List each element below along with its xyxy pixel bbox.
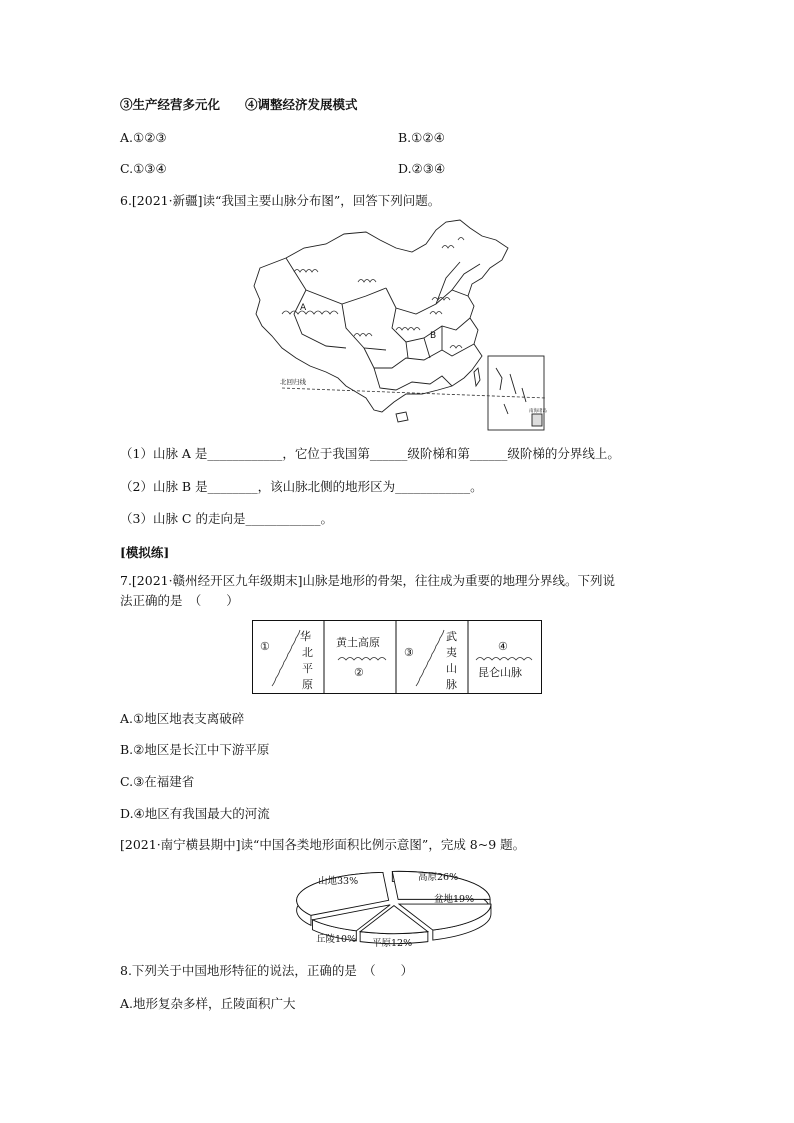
q7-terrain-table: [252, 620, 542, 694]
q6-stem: 6.[2021·新疆]读“我国主要山脉分布图”，回答下列问题。: [120, 193, 441, 208]
q6-sub2: （2）山脉 B 是________，该山脉北侧的地形区为____________。: [120, 479, 483, 494]
q7-stem-line1: 7.[2021·赣州经开区九年级期末]山脉是地形的骨架，往往成为重要的地理分界线。下列说: [120, 573, 615, 588]
q7-cell4-num: ④: [498, 640, 508, 653]
q7-cell4-text: 昆仑山脉: [478, 666, 522, 679]
pie-label-hill: 丘陵10%: [316, 934, 357, 945]
q5-option-b: B.①②④: [398, 130, 445, 145]
tropic-of-cancer-line: [282, 388, 546, 398]
q6-sub3: （3）山脉 C 的走向是____________。: [120, 511, 333, 526]
q7-cell3-char1: 武: [446, 630, 457, 643]
pie-label-mountain: 山地33%: [318, 876, 359, 887]
q7-cell1-char1: 华: [300, 630, 311, 643]
q5-choices-line: ③生产经营多元化 ④调整经济发展模式: [120, 97, 358, 112]
q7-cell2-num: ②: [354, 666, 364, 679]
q5-option-a: A.①②③: [120, 130, 167, 145]
section-label: [模拟练]: [120, 545, 170, 560]
q7-option-d: D.④地区有我国最大的河流: [120, 806, 270, 821]
q5-option-c: C.①③④: [120, 161, 167, 176]
pie-label-plain: 平原12%: [372, 938, 413, 949]
q7-cell3-char3: 山: [446, 662, 457, 675]
q7-option-c: C.③在福建省: [120, 774, 195, 789]
q7-stem-line2: 法正确的是 （ ）: [120, 593, 239, 608]
map-label-b: B: [430, 331, 437, 341]
map-label-a: A: [300, 303, 307, 313]
pie-label-plateau: 高原26%: [418, 872, 459, 883]
terrain-area-pie-chart: [290, 862, 502, 952]
q7-cell1-char4: 原: [302, 678, 313, 691]
map-label-tropic: 北回归线: [280, 378, 306, 386]
q7-cell2-top: 黄土高原: [336, 636, 380, 649]
q7-cell3-num: ③: [404, 646, 414, 659]
pie-label-basin: 盆地19%: [434, 894, 475, 905]
map-label-inset: 南海诸岛: [529, 409, 547, 414]
q8-9-intro: [2021·南宁横县期中]读“中国各类地形面积比例示意图”，完成 8~9 题。: [120, 837, 526, 852]
q6-sub1: （1）山脉 A 是____________，它位于我国第______级阶梯和第______级阶梯的分界线上。: [120, 446, 620, 461]
q7-cell3-char2: 夷: [446, 646, 457, 659]
q7-cell1-char3: 平: [302, 662, 313, 675]
q8-stem: 8.下列关于中国地形特征的说法，正确的是 （ ）: [120, 963, 414, 978]
q7-cell1-num: ①: [260, 640, 270, 653]
china-mountain-map: [246, 218, 552, 432]
q5-option-d: D.②③④: [398, 161, 446, 176]
q7-option-b: B.②地区是长江中下游平原: [120, 742, 270, 757]
q7-cell3-char4: 脉: [446, 678, 457, 691]
q7-option-a: A.①地区地表支离破碎: [120, 711, 245, 726]
q8-option-a: A.地形复杂多样，丘陵面积广大: [120, 996, 296, 1011]
q7-cell1-char2: 北: [302, 646, 313, 659]
